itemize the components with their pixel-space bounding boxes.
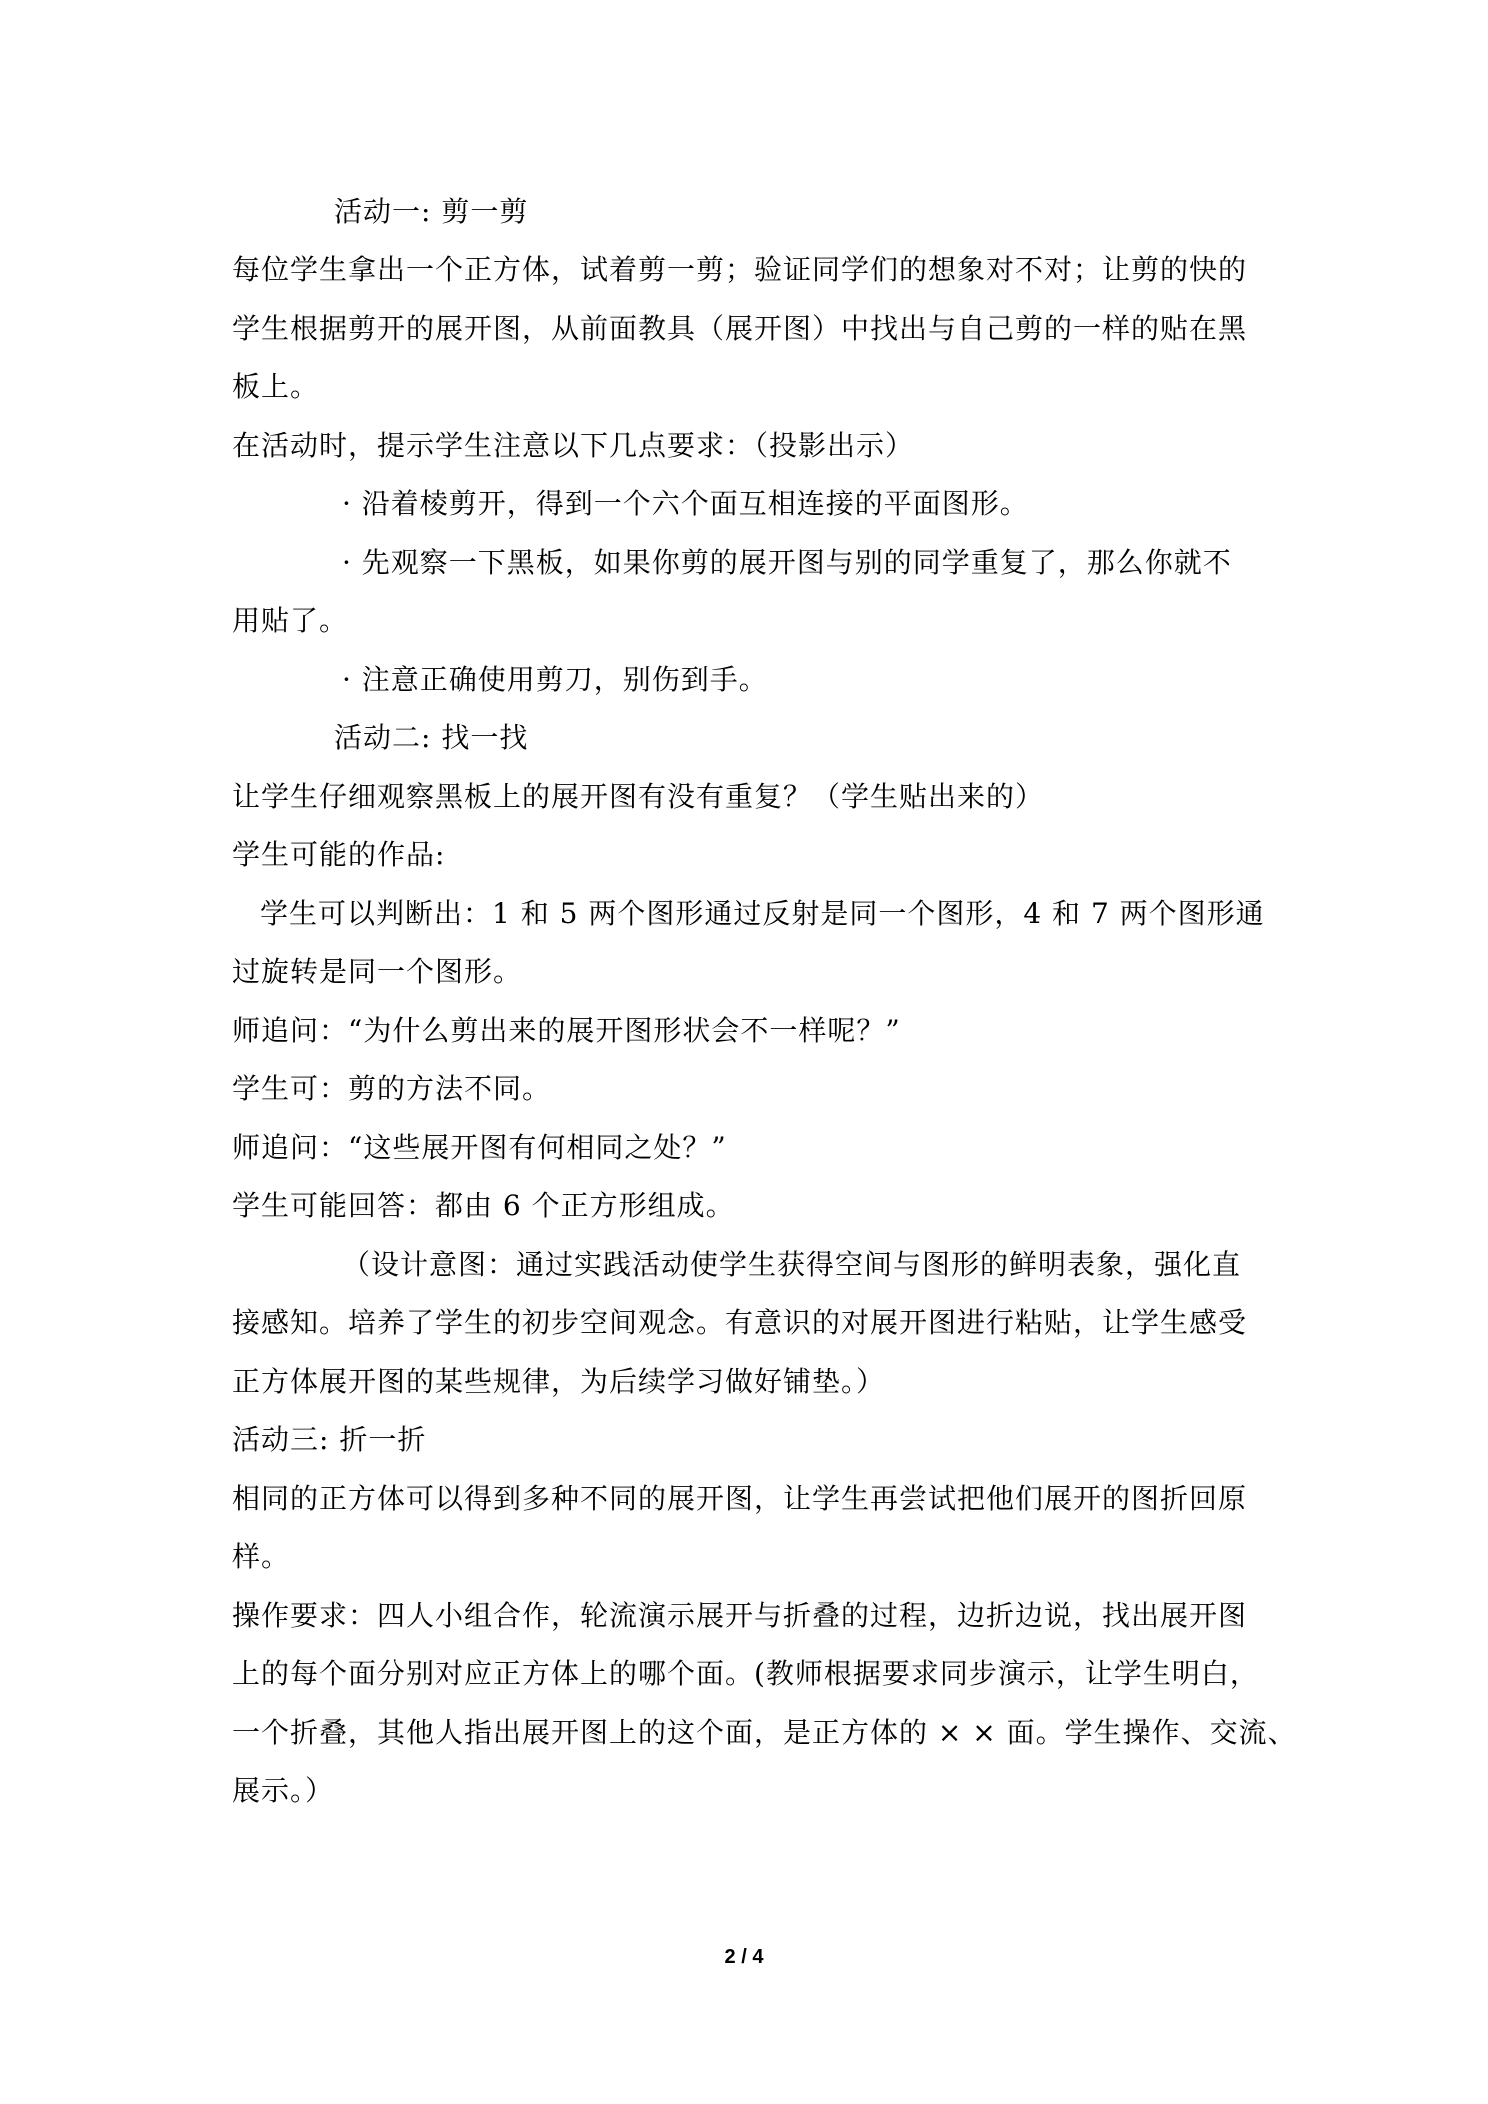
heading-activity-two: 活动二: 找一找	[334, 721, 529, 754]
paragraph-line: 学生可能回答：都由 6 个正方形组成。	[232, 1189, 735, 1222]
paragraph-line: 展示。）	[232, 1774, 335, 1807]
paragraph-line: 每位学生拿出一个正方体，试着剪一剪；验证同学们的想象对不对；让剪的快的	[232, 253, 1248, 286]
paragraph-line: 学生可：剪的方法不同。	[232, 1072, 552, 1105]
page-number: 2 / 4	[724, 1946, 764, 1968]
paragraph-line: 学生可以判断出：1 和 5 两个图形通过反射是同一个图形，4 和 7 两个图形通	[260, 897, 1265, 930]
paragraph-line: 让学生仔细观察黑板上的展开图有没有重复？（学生贴出来的）	[232, 780, 1045, 813]
paragraph-line: 师追问：“这些展开图有何相同之处？”	[232, 1131, 727, 1164]
paragraph-line: 过旋转是同一个图形。	[232, 955, 523, 988]
design-intent-line: （设计意图：通过实践活动使学生获得空间与图形的鲜明表象，强化直	[342, 1248, 1242, 1281]
paragraph-line: 操作要求：四人小组合作，轮流演示展开与折叠的过程，边折边说，找出展开图	[232, 1599, 1248, 1632]
bullet-item: · 注意正确使用剪刀，别伤到手。	[342, 663, 768, 696]
paragraph-line: 用贴了。	[232, 604, 349, 637]
paragraph-line: 样。	[232, 1540, 291, 1573]
design-intent-line: 正方体展开图的某些规律，为后续学习做好铺垫。）	[232, 1365, 886, 1398]
bullet-item: · 先观察一下黑板，如果你剪的展开图与别的同学重复了，那么你就不	[342, 546, 1232, 579]
paragraph-line: 相同的正方体可以得到多种不同的展开图，让学生再尝试把他们展开的图折回原	[232, 1482, 1248, 1515]
paragraph-line: 上的每个面分别对应正方体上的哪个面。(教师根据要求同步演示，让学生明白，	[232, 1657, 1259, 1690]
paragraph-line: 学生根据剪开的展开图，从前面教具（展开图）中找出与自己剪的一样的贴在黑	[232, 312, 1248, 345]
heading-activity-one: 活动一: 剪一剪	[334, 195, 529, 228]
paragraph-line: 师追问：“为什么剪出来的展开图形状会不一样呢？”	[232, 1014, 901, 1047]
design-intent-line: 接感知。培养了学生的初步空间观念。有意识的对展开图进行粘贴，让学生感受	[232, 1306, 1248, 1339]
heading-activity-three: 活动三: 折一折	[232, 1423, 427, 1456]
paragraph-line: 学生可能的作品:	[232, 838, 446, 871]
paragraph-line: 一个折叠，其他人指出展开图上的这个面，是正方体的 × × 面。学生操作、交流、	[232, 1716, 1297, 1749]
bullet-item: · 沿着棱剪开，得到一个六个面互相连接的平面图形。	[342, 487, 1029, 520]
paragraph-line: 板上。	[232, 370, 320, 403]
paragraph-line: 在活动时，提示学生注意以下几点要求：（投影出示）	[232, 429, 915, 462]
